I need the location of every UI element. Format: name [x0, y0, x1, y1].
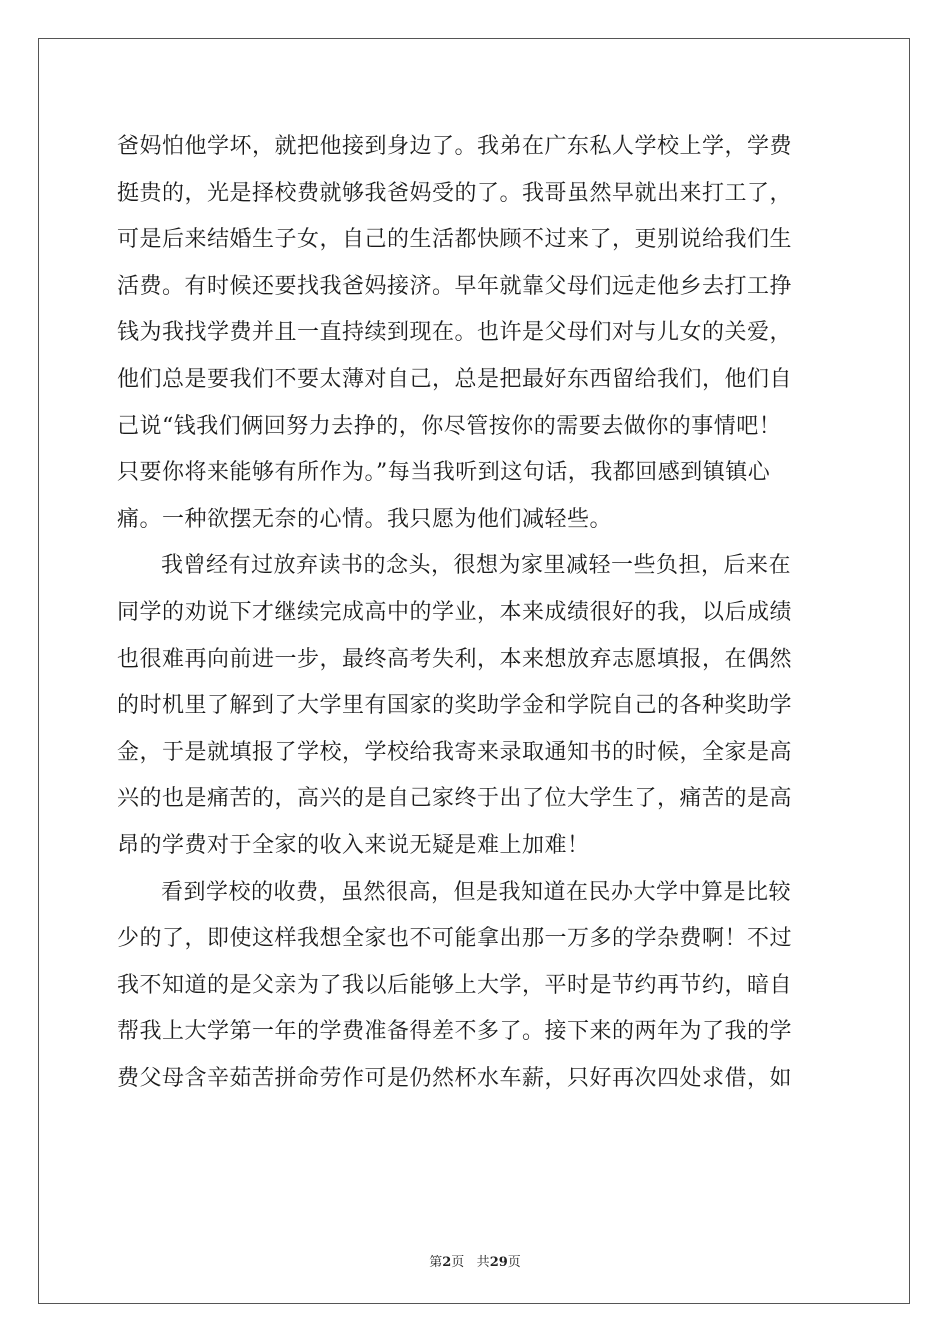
text-line: 他们总是要我们不要太薄对自己，总是把最好东西留给我们，他们自 [117, 366, 793, 392]
text-line: 金，于是就填报了学校，学校给我寄来录取通知书的时候，全家是高 [117, 739, 793, 765]
footer-total-suffix: 页 [507, 1255, 521, 1270]
text-line: 钱为我找学费并且一直持续到现在。也许是父母们对与儿女的关爱， [117, 320, 793, 346]
footer-total-prefix: 共 [476, 1255, 490, 1270]
text-line: 费父母含辛茹苦拼命劳作可是仍然杯水车薪，只好再次四处求借，如 [117, 1065, 793, 1091]
text-line: 己说“钱我们俩回努力去挣的，你尽管按你的需要去做你的事情吧！ [117, 413, 782, 439]
paragraph [117, 543, 833, 869]
text-line: 帮我上大学第一年的学费准备得差不多了。接下来的两年为了我的学 [117, 1019, 793, 1045]
text-line: 同学的劝说下才继续完成高中的学业，本来成绩很好的我，以后成绩 [117, 599, 793, 625]
text-line: 的时机里了解到了大学里有国家的奖助学金和学院自己的各种奖助学 [117, 693, 793, 719]
footer-page-number: 2 [442, 1255, 452, 1270]
text-line: 我曾经有过放弃读书的念头，很想为家里减轻一些负担，后来在 [161, 553, 792, 579]
text-line: 只要你将来能够有所作为。”每当我听到这句话，我都回感到镇镇心 [117, 460, 771, 486]
text-line: 也很难再向前进一步，最终高考失利，本来想放弃志愿填报，在偶然 [117, 646, 793, 672]
document-body [117, 124, 833, 1102]
text-line: 看到学校的收费，虽然很高，但是我知道在民办大学中算是比较 [161, 879, 792, 905]
text-line: 昂的学费对于全家的收入来说无疑是难上加难！ [117, 832, 590, 858]
page-footer [0, 1251, 950, 1270]
footer-page-prefix: 第 [429, 1255, 443, 1270]
text-line: 可是后来结婚生子女，自己的生活都快顾不过来了，更别说给我们生 [117, 227, 793, 253]
text-line: 活费。有时候还要找我爸妈接济。早年就靠父母们远走他乡去打工挣 [117, 273, 793, 299]
text-line: 挺贵的，光是择校费就够我爸妈受的了。我哥虽然早就出来打工了， [117, 180, 793, 206]
text-line: 爸妈怕他学坏，就把他接到身边了。我弟在广东私人学校上学，学费 [117, 134, 793, 159]
text-line: 我不知道的是父亲为了我以后能够上大学，平时是节约再节约，暗自 [117, 972, 793, 998]
text-line: 兴的也是痛苦的，高兴的是自己家终于出了位大学生了，痛苦的是高 [117, 786, 793, 812]
paragraph [117, 870, 833, 1103]
footer-page-suffix: 页 [451, 1255, 465, 1270]
text-line: 痛。一种欲摆无奈的心情。我只愿为他们减轻些。 [117, 506, 613, 532]
text-line: 少的了，即使这样我想全家也不可能拿出那一万多的学杂费啊！不过 [117, 926, 793, 952]
paragraph [117, 124, 833, 543]
footer-total-pages: 29 [489, 1255, 508, 1270]
